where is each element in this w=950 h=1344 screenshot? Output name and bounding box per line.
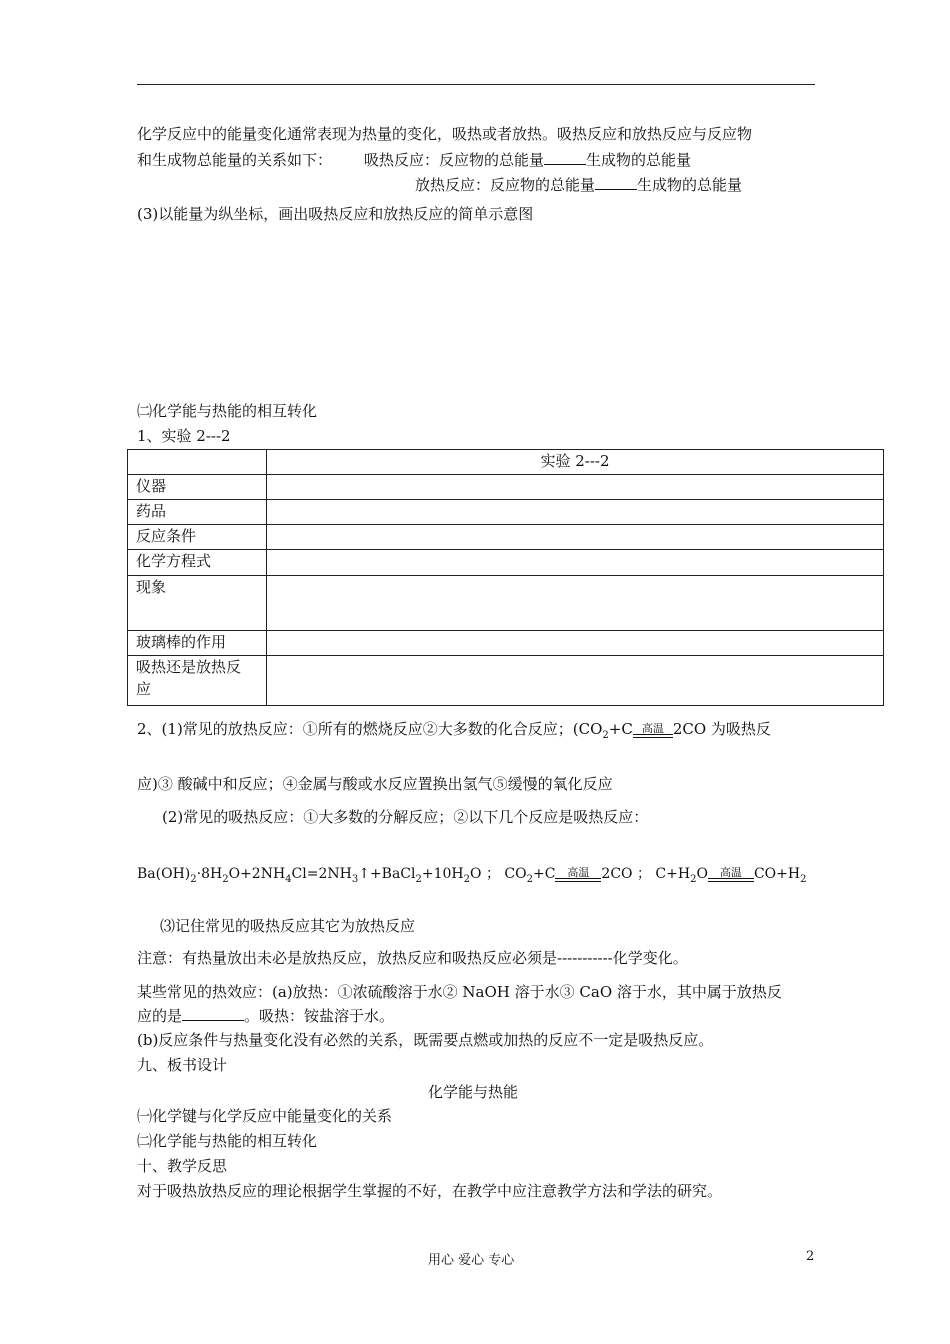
reaction-condition: 高温 bbox=[708, 867, 754, 878]
table-row bbox=[128, 550, 884, 576]
endothermic-equations bbox=[137, 865, 806, 883]
thermal-effects-line-3: (b)反应条件与热量变化没有必然的关系，既需要点燃或加热的反应不一定是吸热反应。 bbox=[137, 1031, 714, 1049]
text: CO+H bbox=[753, 866, 801, 882]
table-row bbox=[128, 656, 884, 706]
text: ·8H bbox=[196, 866, 223, 882]
row-label: 仪器 bbox=[128, 475, 267, 500]
experiment-label: 1、实验 2---2 bbox=[137, 427, 231, 445]
header-rule bbox=[137, 84, 815, 85]
subscript: 2 bbox=[222, 873, 229, 885]
text: O+2NH bbox=[228, 866, 286, 882]
row-label: 化学方程式 bbox=[128, 550, 267, 576]
intro-line-1: 化学反应中的能量变化通常表现为热量的变化，吸热或者放热。吸热反应和放热反应与反应物 bbox=[137, 125, 753, 143]
text: 2CO 为吸热反 bbox=[672, 720, 771, 738]
table-cell[interactable] bbox=[267, 656, 884, 706]
text: ↑+BaCl bbox=[358, 866, 416, 882]
table-row bbox=[128, 475, 884, 500]
endo-relation-suffix: 生成物的总能量 bbox=[586, 151, 692, 169]
text: +C bbox=[608, 720, 633, 738]
question-3: (3)以能量为纵坐标，画出吸热反应和放热反应的简单示意图 bbox=[137, 205, 534, 223]
text: 。吸热：铵盐溶于水。 bbox=[244, 1007, 395, 1025]
reflection-text: 对于吸热放热反应的理论根据学生掌握的不好，在教学中应注意教学方法和学法的研究。 bbox=[137, 1182, 723, 1200]
subscript: 2 bbox=[800, 873, 807, 885]
board-item-2: ㈡化学能与热能的相互转化 bbox=[137, 1132, 318, 1150]
text: 2、(1)常见的放热反应：①所有的燃烧反应②大多数的化合反应；(CO bbox=[137, 720, 603, 738]
intro-line-2-text: 和生成物总能量的关系如下： bbox=[137, 151, 333, 169]
table-row bbox=[128, 500, 884, 525]
table-cell[interactable] bbox=[267, 550, 884, 576]
subscript: 2 bbox=[415, 873, 422, 885]
text: 2CO ； C+H bbox=[601, 866, 691, 882]
table-cell[interactable] bbox=[267, 576, 884, 631]
exo-relation-suffix: 生成物的总能量 bbox=[637, 176, 743, 194]
reflection-heading: 十、教学反思 bbox=[137, 1157, 228, 1175]
subscript: 2 bbox=[190, 873, 197, 885]
subscript: 2 bbox=[602, 730, 609, 741]
text: +C bbox=[532, 866, 556, 882]
endothermic-title: (2)常见的吸热反应：①大多数的分解反应；②以下几个反应是吸热反应： bbox=[162, 808, 649, 826]
table-row bbox=[128, 525, 884, 550]
subscript: 4 bbox=[285, 873, 292, 885]
table-header: 实验 2---2 bbox=[267, 450, 884, 475]
row-label-line-1: 吸热还是放热反 bbox=[136, 658, 242, 676]
text: +10H bbox=[421, 866, 464, 882]
note-3: ⑶记住常见的吸热反应其它为放热反应 bbox=[160, 917, 416, 935]
table-cell[interactable] bbox=[267, 500, 884, 525]
endo-relation-label: 吸热反应：反应物的总能量 bbox=[364, 151, 545, 169]
subscript: 2 bbox=[690, 873, 697, 885]
row-label: 药品 bbox=[128, 500, 267, 525]
thermal-effects-line-1: 某些常见的热效应：(a)放热：①浓硫酸溶于水② NaOH 溶于水③ CaO 溶于水，其中属于放热反 bbox=[137, 983, 782, 1001]
board-title: 化学能与热能 bbox=[428, 1083, 519, 1101]
text: O ； CO bbox=[470, 866, 527, 882]
exothermic-line-2: 应)③ 酸碱中和反应；④金属与酸或水反应置换出氢气⑤缓慢的氧化反应 bbox=[137, 775, 613, 793]
section-heading: ㈡化学能与热能的相互转化 bbox=[137, 402, 318, 420]
exothermic-line-1 bbox=[137, 720, 771, 741]
row-label: 现象 bbox=[128, 576, 267, 631]
table-cell[interactable] bbox=[267, 475, 884, 500]
experiment-table bbox=[127, 449, 884, 706]
text: Ba(OH) bbox=[137, 866, 191, 882]
table-row bbox=[128, 576, 884, 631]
exo-relation-label: 放热反应：反应物的总能量 bbox=[415, 176, 596, 194]
table-row bbox=[128, 631, 884, 656]
table-cell[interactable] bbox=[267, 631, 884, 656]
exo-blank[interactable] bbox=[595, 175, 637, 190]
table-cell bbox=[128, 450, 267, 475]
table-cell[interactable] bbox=[267, 525, 884, 550]
text: O bbox=[696, 866, 708, 882]
subscript: 3 bbox=[351, 873, 359, 885]
row-label bbox=[128, 656, 267, 706]
row-label-line-2: 应 bbox=[136, 680, 152, 698]
board-heading: 九、板书设计 bbox=[137, 1056, 228, 1074]
row-label: 玻璃棒的作用 bbox=[128, 631, 267, 656]
text: 应的是 bbox=[137, 1007, 183, 1025]
subscript: 2 bbox=[526, 873, 533, 885]
reaction-condition: 高温 bbox=[633, 723, 673, 734]
board-item-1: ㈠化学键与化学反应中能量变化的关系 bbox=[137, 1107, 393, 1125]
answer-blank[interactable] bbox=[182, 1006, 244, 1021]
text: Cl=2NH bbox=[291, 866, 352, 882]
thermal-effects-line-2 bbox=[137, 1006, 394, 1025]
intro-line-2 bbox=[137, 150, 691, 169]
exo-relation-line bbox=[415, 175, 742, 194]
table-row bbox=[128, 450, 884, 475]
row-label: 反应条件 bbox=[128, 525, 267, 550]
page-number: 2 bbox=[806, 1249, 815, 1264]
subscript: 2 bbox=[463, 873, 471, 885]
attention-note: 注意：有热量放出未必是放热反应，放热反应和吸热反应必须是-----------化学变化。 bbox=[137, 949, 688, 967]
endo-blank[interactable] bbox=[544, 150, 586, 165]
reaction-condition: 高温 bbox=[555, 867, 601, 878]
footer-motto: 用心 爱心 专心 bbox=[428, 1253, 515, 1268]
